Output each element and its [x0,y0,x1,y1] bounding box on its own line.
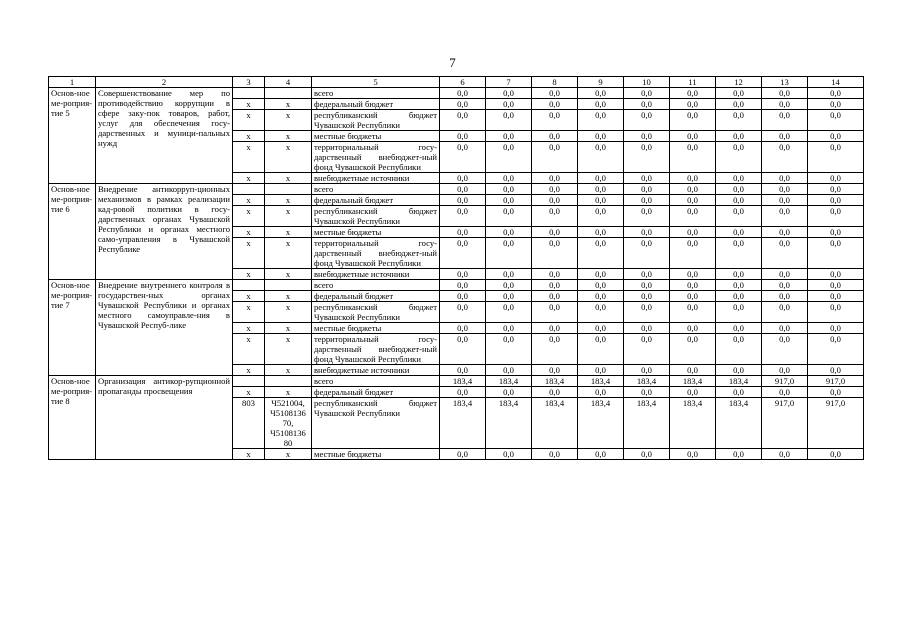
value-cell: 0,0 [808,227,864,238]
value-cell: 0,0 [762,280,808,291]
value-cell: 0,0 [716,195,762,206]
value-cell: 0,0 [808,280,864,291]
value-cell: 0,0 [578,227,624,238]
value-cell: 0,0 [624,142,670,173]
code-cell: х [265,142,312,173]
value-cell: 0,0 [624,323,670,334]
code-cell: х [265,269,312,280]
value-cell: 0,0 [532,323,578,334]
value-cell: 0,0 [440,184,486,195]
value-cell: 183,4 [578,376,624,387]
header-cell-1: 1 [49,77,96,88]
value-cell: 0,0 [762,323,808,334]
measure-cell: Основ-ное ме-роприя-тие 6 [49,184,96,280]
value-cell: 0,0 [808,269,864,280]
header-cell-6: 6 [440,77,486,88]
grbs-cell: 803 [233,398,265,449]
value-cell: 0,0 [440,227,486,238]
grbs-cell: х [233,195,265,206]
value-cell: 0,0 [440,206,486,227]
value-cell: 0,0 [624,334,670,365]
value-cell: 0,0 [440,131,486,142]
value-cell: 0,0 [532,88,578,99]
value-cell: 0,0 [440,365,486,376]
grbs-cell: х [233,291,265,302]
measure-cell: Основ-ное ме-роприя-тие 7 [49,280,96,376]
value-cell: 0,0 [578,142,624,173]
value-cell: 0,0 [578,365,624,376]
value-cell: 0,0 [532,269,578,280]
value-cell: 0,0 [624,387,670,398]
value-cell: 0,0 [578,173,624,184]
funding-source-cell: федеральный бюджет [312,387,440,398]
value-cell: 0,0 [486,206,532,227]
funding-source-cell: всего [312,184,440,195]
value-cell: 0,0 [808,323,864,334]
value-cell: 0,0 [532,184,578,195]
header-cell-14: 14 [808,77,864,88]
value-cell: 0,0 [440,195,486,206]
value-cell: 0,0 [440,238,486,269]
value-cell: 0,0 [670,131,716,142]
header-cell-11: 11 [670,77,716,88]
code-cell: х [265,195,312,206]
header-cell-10: 10 [624,77,670,88]
value-cell: 0,0 [440,99,486,110]
value-cell: 0,0 [532,173,578,184]
value-cell: 0,0 [486,302,532,323]
value-cell: 0,0 [762,449,808,460]
value-cell: 183,4 [440,398,486,449]
value-cell: 0,0 [486,184,532,195]
value-cell: 183,4 [670,376,716,387]
value-cell: 917,0 [808,398,864,449]
value-cell: 0,0 [624,88,670,99]
value-cell: 0,0 [578,280,624,291]
value-cell: 0,0 [578,387,624,398]
header-cell-7: 7 [486,77,532,88]
value-cell: 0,0 [532,99,578,110]
value-cell: 0,0 [716,280,762,291]
value-cell: 0,0 [762,291,808,302]
value-cell: 0,0 [624,238,670,269]
value-cell: 0,0 [578,449,624,460]
value-cell: 0,0 [670,195,716,206]
funding-source-cell: республиканский бюджет Чувашской Республики [312,302,440,323]
header-cell-5: 5 [312,77,440,88]
value-cell: 0,0 [624,110,670,131]
funding-source-cell: республиканский бюджет Чувашской Республики [312,206,440,227]
value-cell: 0,0 [762,173,808,184]
value-cell: 0,0 [486,173,532,184]
value-cell: 0,0 [440,302,486,323]
header-row [49,77,864,88]
value-cell: 0,0 [578,206,624,227]
value-cell: 0,0 [716,323,762,334]
value-cell: 0,0 [532,142,578,173]
value-cell: 0,0 [670,365,716,376]
value-cell: 0,0 [670,142,716,173]
value-cell: 0,0 [578,269,624,280]
measure-cell: Основ-ное ме-роприя-тие 5 [49,88,96,184]
measure-title-cell: Внедрение внутреннего контроля в государствен-ных органах Чувашской Республики и органах местного самоуправле-ния в Чувашской Респуб-лике [96,280,233,376]
table-row [49,376,864,387]
value-cell: 0,0 [578,88,624,99]
grbs-cell: х [233,142,265,173]
value-cell: 0,0 [716,449,762,460]
value-cell: 917,0 [808,376,864,387]
value-cell: 0,0 [440,449,486,460]
value-cell: 0,0 [624,280,670,291]
value-cell: 0,0 [808,142,864,173]
value-cell: 0,0 [762,269,808,280]
grbs-cell: х [233,334,265,365]
measure-title-cell: Совершенствование мер по противодействию коррупции в сфере заку-пок товаров, работ, услуг для обеспечения госу-дарственных и муници-пальных нужд [96,88,233,184]
value-cell: 0,0 [532,206,578,227]
code-cell: х [265,387,312,398]
value-cell: 0,0 [624,365,670,376]
value-cell: 0,0 [440,334,486,365]
value-cell: 0,0 [624,184,670,195]
code-cell [265,184,312,195]
value-cell: 0,0 [532,387,578,398]
value-cell: 0,0 [762,365,808,376]
funding-source-cell: всего [312,88,440,99]
value-cell: 0,0 [578,184,624,195]
table-row [49,184,864,195]
header-cell-13: 13 [762,77,808,88]
value-cell: 0,0 [578,323,624,334]
table-row [49,280,864,291]
value-cell: 0,0 [670,206,716,227]
value-cell: 0,0 [808,110,864,131]
value-cell: 0,0 [486,323,532,334]
value-cell: 0,0 [440,88,486,99]
funding-source-cell: территориальный госу-дарственный внебюджет-ный фонд Чувашской Республики [312,142,440,173]
value-cell: 0,0 [486,142,532,173]
value-cell: 0,0 [762,206,808,227]
value-cell: 0,0 [624,206,670,227]
value-cell: 183,4 [670,398,716,449]
value-cell: 0,0 [624,173,670,184]
value-cell: 0,0 [486,269,532,280]
value-cell: 0,0 [578,291,624,302]
value-cell: 0,0 [440,142,486,173]
grbs-cell: х [233,173,265,184]
value-cell: 183,4 [624,398,670,449]
value-cell: 0,0 [670,88,716,99]
value-cell: 0,0 [486,195,532,206]
value-cell: 0,0 [670,238,716,269]
value-cell: 0,0 [486,110,532,131]
value-cell: 0,0 [670,280,716,291]
value-cell: 0,0 [762,142,808,173]
value-cell: 0,0 [670,291,716,302]
funding-source-cell: внебюджетные источники [312,173,440,184]
value-cell: 0,0 [532,291,578,302]
value-cell: 0,0 [808,365,864,376]
value-cell: 917,0 [762,376,808,387]
value-cell: 0,0 [578,195,624,206]
value-cell: 0,0 [486,227,532,238]
grbs-cell: х [233,269,265,280]
value-cell: 0,0 [808,99,864,110]
value-cell: 0,0 [716,131,762,142]
value-cell: 0,0 [670,227,716,238]
value-cell: 0,0 [624,131,670,142]
header-cell-12: 12 [716,77,762,88]
funding-source-cell: местные бюджеты [312,131,440,142]
value-cell: 0,0 [624,291,670,302]
value-cell: 0,0 [440,110,486,131]
value-cell: 183,4 [532,376,578,387]
grbs-cell: х [233,449,265,460]
value-cell: 0,0 [762,110,808,131]
funding-source-cell: местные бюджеты [312,449,440,460]
value-cell: 183,4 [716,376,762,387]
header-cell-8: 8 [532,77,578,88]
value-cell: 0,0 [808,238,864,269]
value-cell: 0,0 [486,238,532,269]
grbs-cell [233,88,265,99]
grbs-cell: х [233,302,265,323]
code-cell: х [265,99,312,110]
funding-source-cell: местные бюджеты [312,227,440,238]
value-cell: 0,0 [716,206,762,227]
value-cell: 0,0 [808,131,864,142]
header-cell-3: 3 [233,77,265,88]
value-cell: 0,0 [440,280,486,291]
value-cell: 0,0 [486,365,532,376]
code-cell: х [265,110,312,131]
grbs-cell [233,280,265,291]
funding-source-cell: федеральный бюджет [312,195,440,206]
value-cell: 0,0 [762,184,808,195]
value-cell: 0,0 [670,387,716,398]
funding-source-cell: республиканский бюджет Чувашской Республики [312,398,440,449]
value-cell: 0,0 [532,334,578,365]
value-cell: 0,0 [532,238,578,269]
value-cell: 0,0 [624,302,670,323]
code-cell: х [265,206,312,227]
funding-source-cell: федеральный бюджет [312,99,440,110]
value-cell: 0,0 [670,269,716,280]
value-cell: 0,0 [578,99,624,110]
value-cell: 0,0 [808,206,864,227]
value-cell: 0,0 [808,88,864,99]
value-cell: 0,0 [716,88,762,99]
value-cell: 0,0 [486,131,532,142]
grbs-cell: х [233,238,265,269]
value-cell: 183,4 [486,398,532,449]
header-cell-4: 4 [265,77,312,88]
value-cell: 0,0 [716,184,762,195]
value-cell: 917,0 [762,398,808,449]
value-cell: 0,0 [808,387,864,398]
value-cell: 0,0 [670,110,716,131]
value-cell: 0,0 [670,99,716,110]
code-cell: х [265,323,312,334]
value-cell: 0,0 [762,88,808,99]
value-cell: 0,0 [670,334,716,365]
value-cell: 0,0 [762,302,808,323]
value-cell: 0,0 [486,88,532,99]
measure-title-cell: Организация антикор-рупционной пропаганды просвещения [96,376,233,460]
table-row [49,88,864,99]
value-cell: 0,0 [532,227,578,238]
value-cell: 0,0 [532,302,578,323]
header-cell-9: 9 [578,77,624,88]
value-cell: 0,0 [716,227,762,238]
value-cell: 0,0 [670,184,716,195]
value-cell: 183,4 [532,398,578,449]
value-cell: 0,0 [716,365,762,376]
value-cell: 0,0 [808,173,864,184]
code-cell [265,376,312,387]
value-cell: 0,0 [716,238,762,269]
value-cell: 0,0 [762,387,808,398]
value-cell: 183,4 [716,398,762,449]
value-cell: 0,0 [716,173,762,184]
header-cell-2: 2 [96,77,233,88]
code-cell: х [265,302,312,323]
grbs-cell: х [233,227,265,238]
code-cell [265,280,312,291]
value-cell: 0,0 [762,99,808,110]
value-cell: 0,0 [486,449,532,460]
value-cell: 0,0 [440,291,486,302]
value-cell: 0,0 [808,449,864,460]
code-cell: х [265,449,312,460]
value-cell: 0,0 [624,99,670,110]
value-cell: 0,0 [716,291,762,302]
funding-source-cell: федеральный бюджет [312,291,440,302]
grbs-cell: х [233,110,265,131]
grbs-cell [233,184,265,195]
grbs-cell: х [233,99,265,110]
code-cell: х [265,131,312,142]
code-cell: х [265,238,312,269]
code-cell: х [265,173,312,184]
value-cell: 0,0 [716,142,762,173]
funding-source-cell: местные бюджеты [312,323,440,334]
value-cell: 0,0 [486,387,532,398]
value-cell: 0,0 [624,449,670,460]
page-number: 7 [449,55,456,70]
value-cell: 0,0 [762,334,808,365]
code-cell [265,88,312,99]
value-cell: 0,0 [808,302,864,323]
value-cell: 183,4 [624,376,670,387]
value-cell: 183,4 [578,398,624,449]
value-cell: 0,0 [808,334,864,365]
value-cell: 0,0 [670,302,716,323]
value-cell: 0,0 [440,323,486,334]
value-cell: 0,0 [762,238,808,269]
measure-cell: Основ-ное ме-роприя-тие 8 [49,376,96,460]
value-cell: 0,0 [486,334,532,365]
funding-source-cell: территориальный госу-дарственный внебюджет-ный фонд Чувашской Республики [312,238,440,269]
funding-source-cell: республиканский бюджет Чувашской Республики [312,110,440,131]
value-cell: 0,0 [624,195,670,206]
value-cell: 0,0 [716,269,762,280]
value-cell: 0,0 [486,291,532,302]
value-cell: 0,0 [716,302,762,323]
value-cell: 0,0 [578,334,624,365]
value-cell: 0,0 [440,269,486,280]
value-cell: 0,0 [670,449,716,460]
value-cell: 0,0 [440,173,486,184]
value-cell: 0,0 [532,195,578,206]
grbs-cell: х [233,131,265,142]
budget-table [48,76,864,460]
grbs-cell: х [233,206,265,227]
value-cell: 0,0 [808,195,864,206]
value-cell: 0,0 [716,387,762,398]
code-cell: х [265,334,312,365]
code-cell: Ч521004, Ч5108136 70, Ч5108136 80 [265,398,312,449]
value-cell: 0,0 [762,131,808,142]
value-cell: 0,0 [578,302,624,323]
value-cell: 0,0 [440,387,486,398]
value-cell: 0,0 [486,99,532,110]
value-cell: 183,4 [440,376,486,387]
value-cell: 0,0 [670,323,716,334]
value-cell: 0,0 [762,195,808,206]
grbs-cell: х [233,365,265,376]
value-cell: 0,0 [716,334,762,365]
value-cell: 0,0 [532,449,578,460]
value-cell: 0,0 [808,184,864,195]
funding-source-cell: внебюджетные источники [312,269,440,280]
funding-source-cell: всего [312,280,440,291]
value-cell: 0,0 [716,99,762,110]
value-cell: 0,0 [532,110,578,131]
funding-source-cell: внебюджетные источники [312,365,440,376]
value-cell: 0,0 [578,131,624,142]
value-cell: 0,0 [532,131,578,142]
measure-title-cell: Внедрение антикорруп-ционных механизмов в рамках реализации кад-ровой политики в госу-дарственных органах Чувашской Республики и органах местного само-управления в Чувашской Республике [96,184,233,280]
code-cell: х [265,227,312,238]
value-cell: 0,0 [624,227,670,238]
value-cell: 0,0 [762,227,808,238]
value-cell: 0,0 [486,280,532,291]
funding-source-cell: территориальный госу-дарственный внебюджет-ный фонд Чувашской Республики [312,334,440,365]
value-cell: 0,0 [670,173,716,184]
value-cell: 0,0 [578,238,624,269]
value-cell: 0,0 [808,291,864,302]
value-cell: 0,0 [716,110,762,131]
code-cell: х [265,291,312,302]
grbs-cell: х [233,323,265,334]
code-cell: х [265,365,312,376]
value-cell: 0,0 [578,110,624,131]
funding-source-cell: всего [312,376,440,387]
value-cell: 183,4 [486,376,532,387]
grbs-cell [233,376,265,387]
value-cell: 0,0 [624,269,670,280]
grbs-cell: х [233,387,265,398]
value-cell: 0,0 [532,365,578,376]
value-cell: 0,0 [532,280,578,291]
